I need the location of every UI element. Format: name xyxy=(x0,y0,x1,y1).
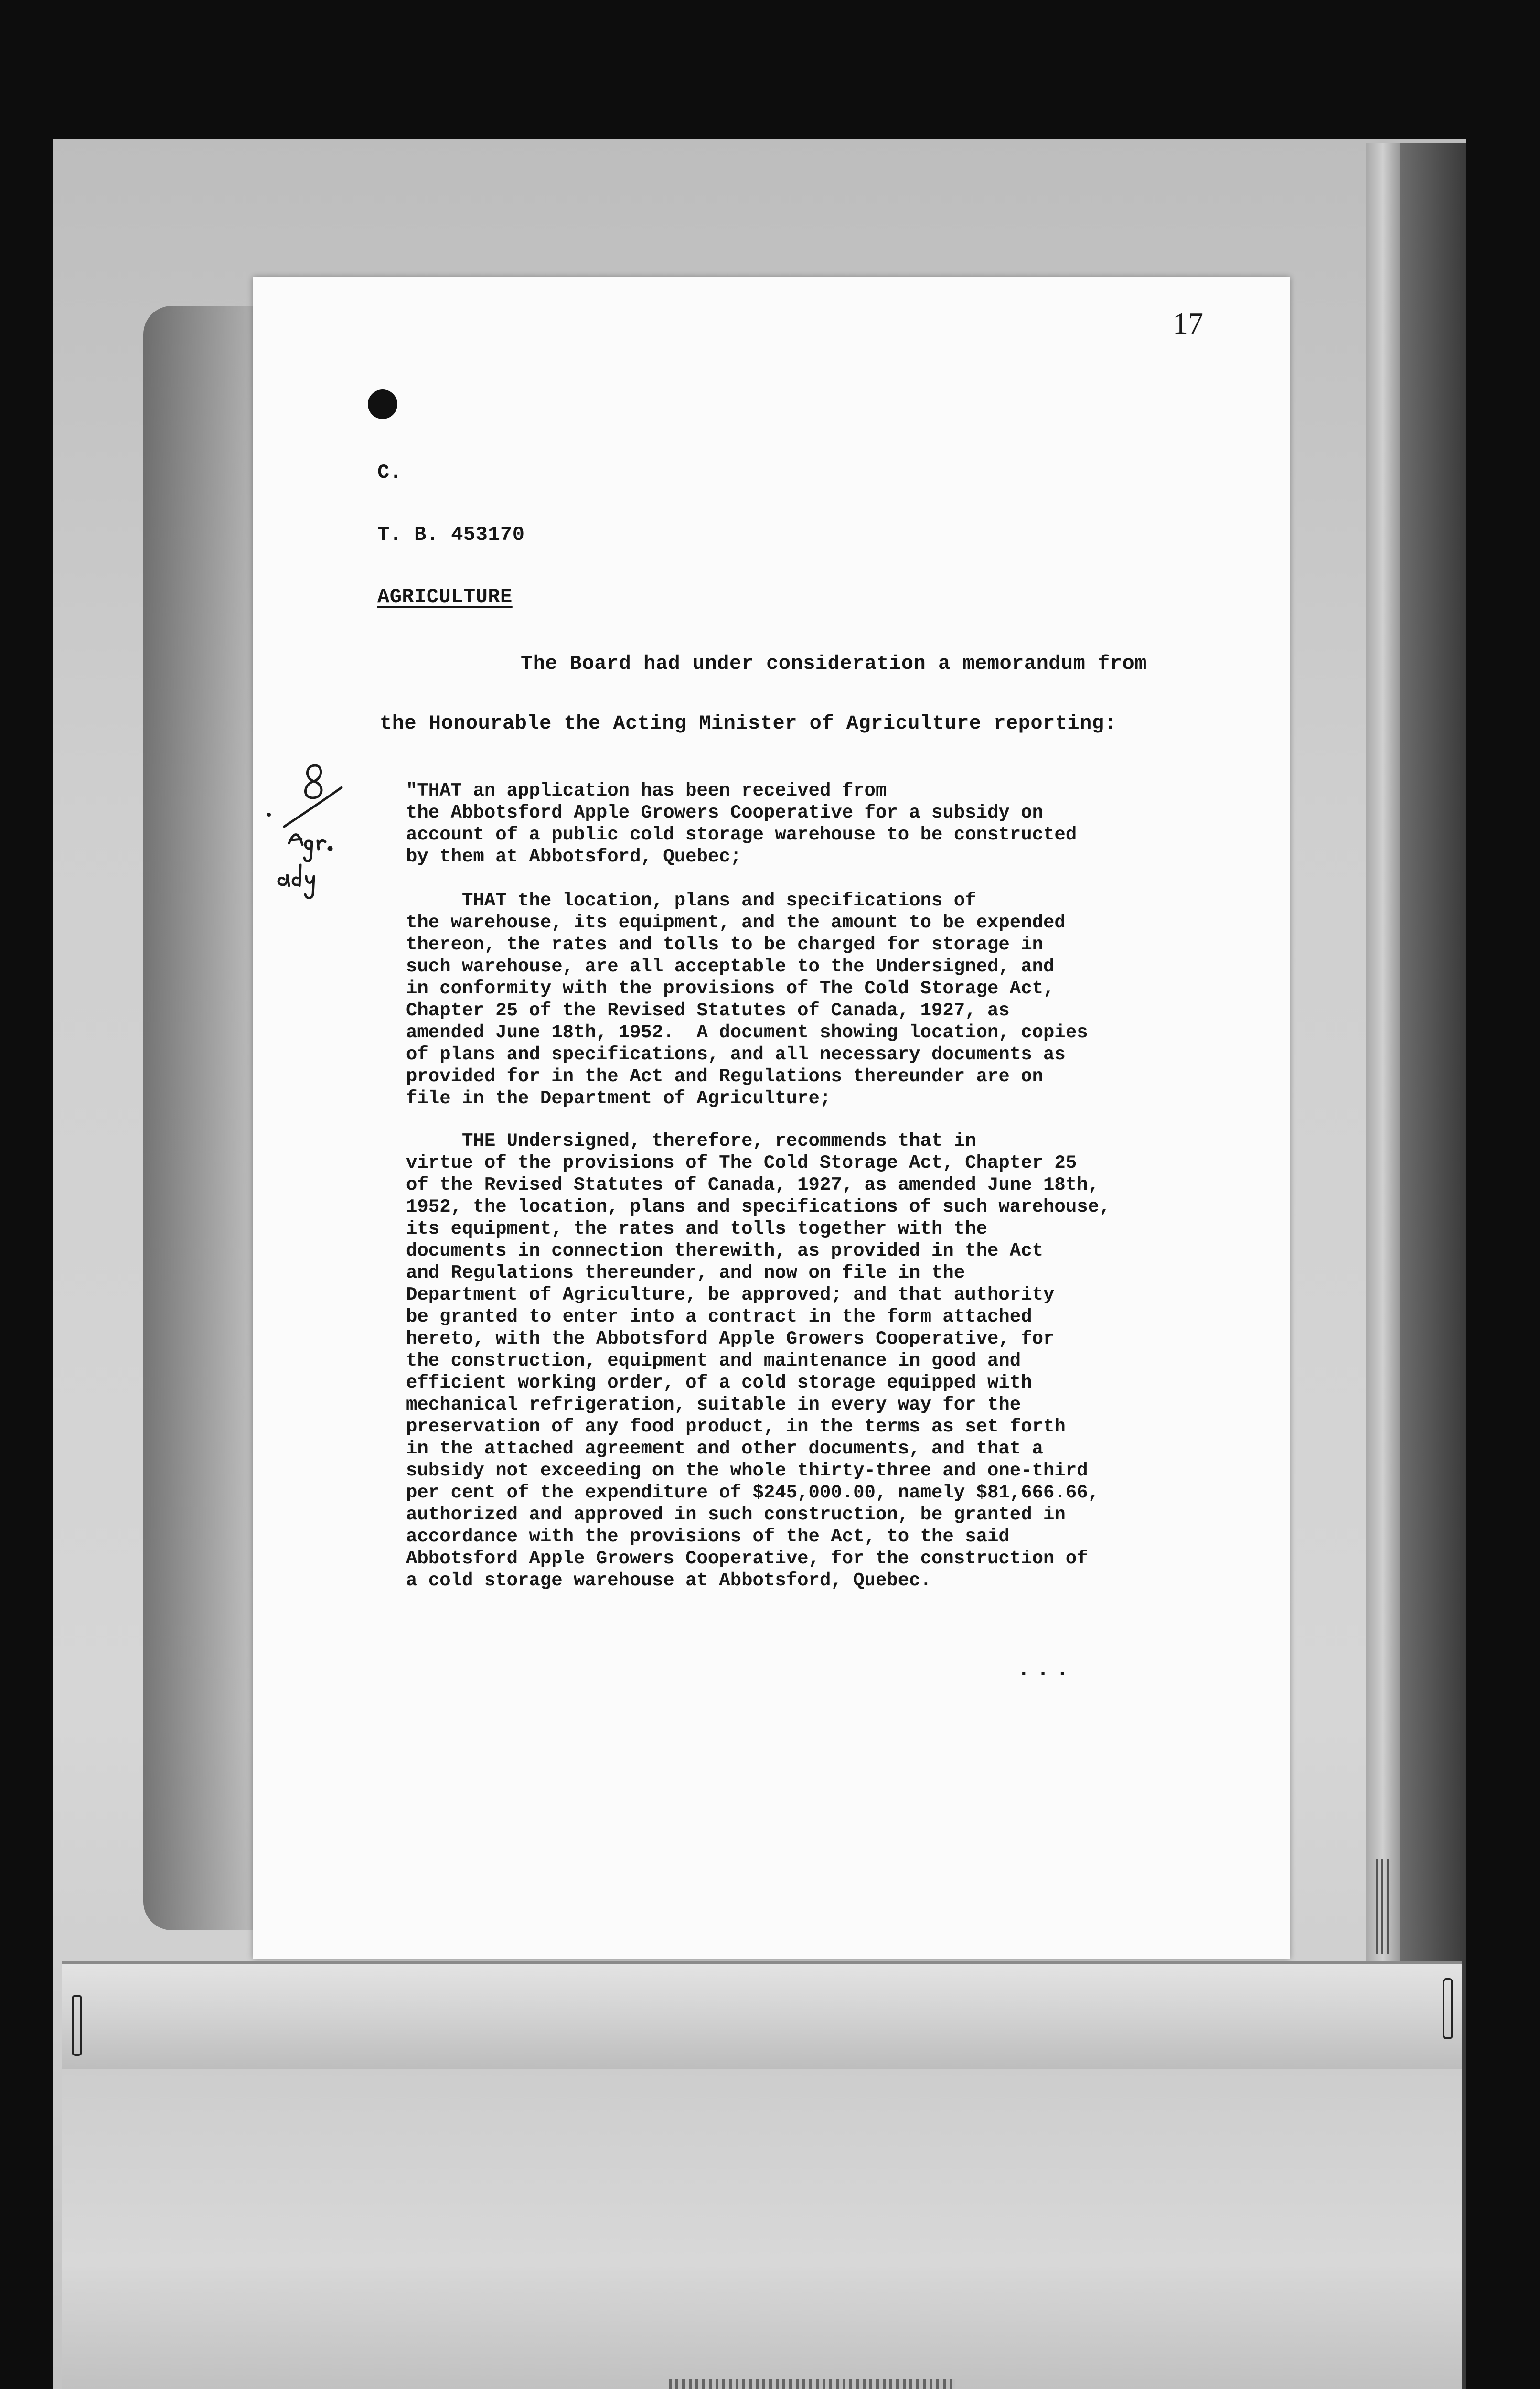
board-scuff-marks xyxy=(1376,1859,1390,1954)
edge-texture xyxy=(669,2379,955,2389)
continuation-ellipsis: ... xyxy=(1017,1658,1076,1682)
department-heading: AGRICULTURE xyxy=(377,585,513,608)
lower-backing-board xyxy=(62,2069,1462,2389)
mounting-strip xyxy=(62,1961,1462,2073)
page-number: 17 xyxy=(1173,306,1203,340)
memorandum-paragraph-2: THAT the location, plans and specifications of the warehouse, its equipment, and the amount to be expended thereon, the rates and tolls to be charged for storage in such warehouse, are all acceptable to the Undersigned, and in conformity with the provisions of The Cold Storage Act, Chapter 25 of the Revised Statutes of Canada, 1927, as amended June 18th, 1952. A document showing location, copies of plans and specifications, and all necessary documents as provided for in the Act and Regulations thereunder are on file in the Department of Agriculture; xyxy=(406,890,1088,1109)
section-letter: C. xyxy=(377,461,402,484)
memorandum-paragraph-1: "THAT an application has been received from the Abbotsford Apple Growers Cooperative for a subsidy on account of a public cold storage warehouse to be constructed by them at Abbotsford, Quebec; xyxy=(406,780,1077,867)
treasury-board-reference: T. B. 453170 xyxy=(377,523,525,546)
intro-line-2: the Honourable the Acting Minister of Agriculture reporting: xyxy=(380,712,1117,735)
intro-line-1: The Board had under consideration a memorandum from xyxy=(521,652,1147,675)
punch-hole-mark xyxy=(368,389,397,419)
memorandum-paragraph-3: THE Undersigned, therefore, recommends that in virtue of the provisions of The Cold Storage Act, Chapter 25 of the Revised Statutes of Canada, 1927, as amended June 18th, 1952, the location, plans and specifications of such warehouse, its equipment, the rates and tolls together with the documents in connection therewith, as provided in the Act and Regulations thereunder, and now on file in the Department of Agriculture, be approved; and that authority be granted to enter into a contract in the form attached hereto, with the Abbotsford Apple Growers Cooperative, for the construction, equipment and maintenance in good and efficient working order, of a cold storage equipped with mechanical refrigeration, suitable in every way for the preservation of any food product, in the terms as set forth in the attached agreement and other documents, and that a subsidy not exceeding on the whole thirty-three and one-third per cent of the expenditure of $245,000.00, namely $81,666.66, authorized and approved in such construction, be granted in accordance with the provisions of the Act, to the said Abbotsford Apple Growers Cooperative, for the construction of a cold storage warehouse at Abbotsford, Quebec. xyxy=(406,1130,1111,1591)
handwritten-margin-note xyxy=(260,760,375,903)
strip-mark-right xyxy=(1443,1978,1453,2039)
strip-mark-left xyxy=(72,1995,82,2056)
